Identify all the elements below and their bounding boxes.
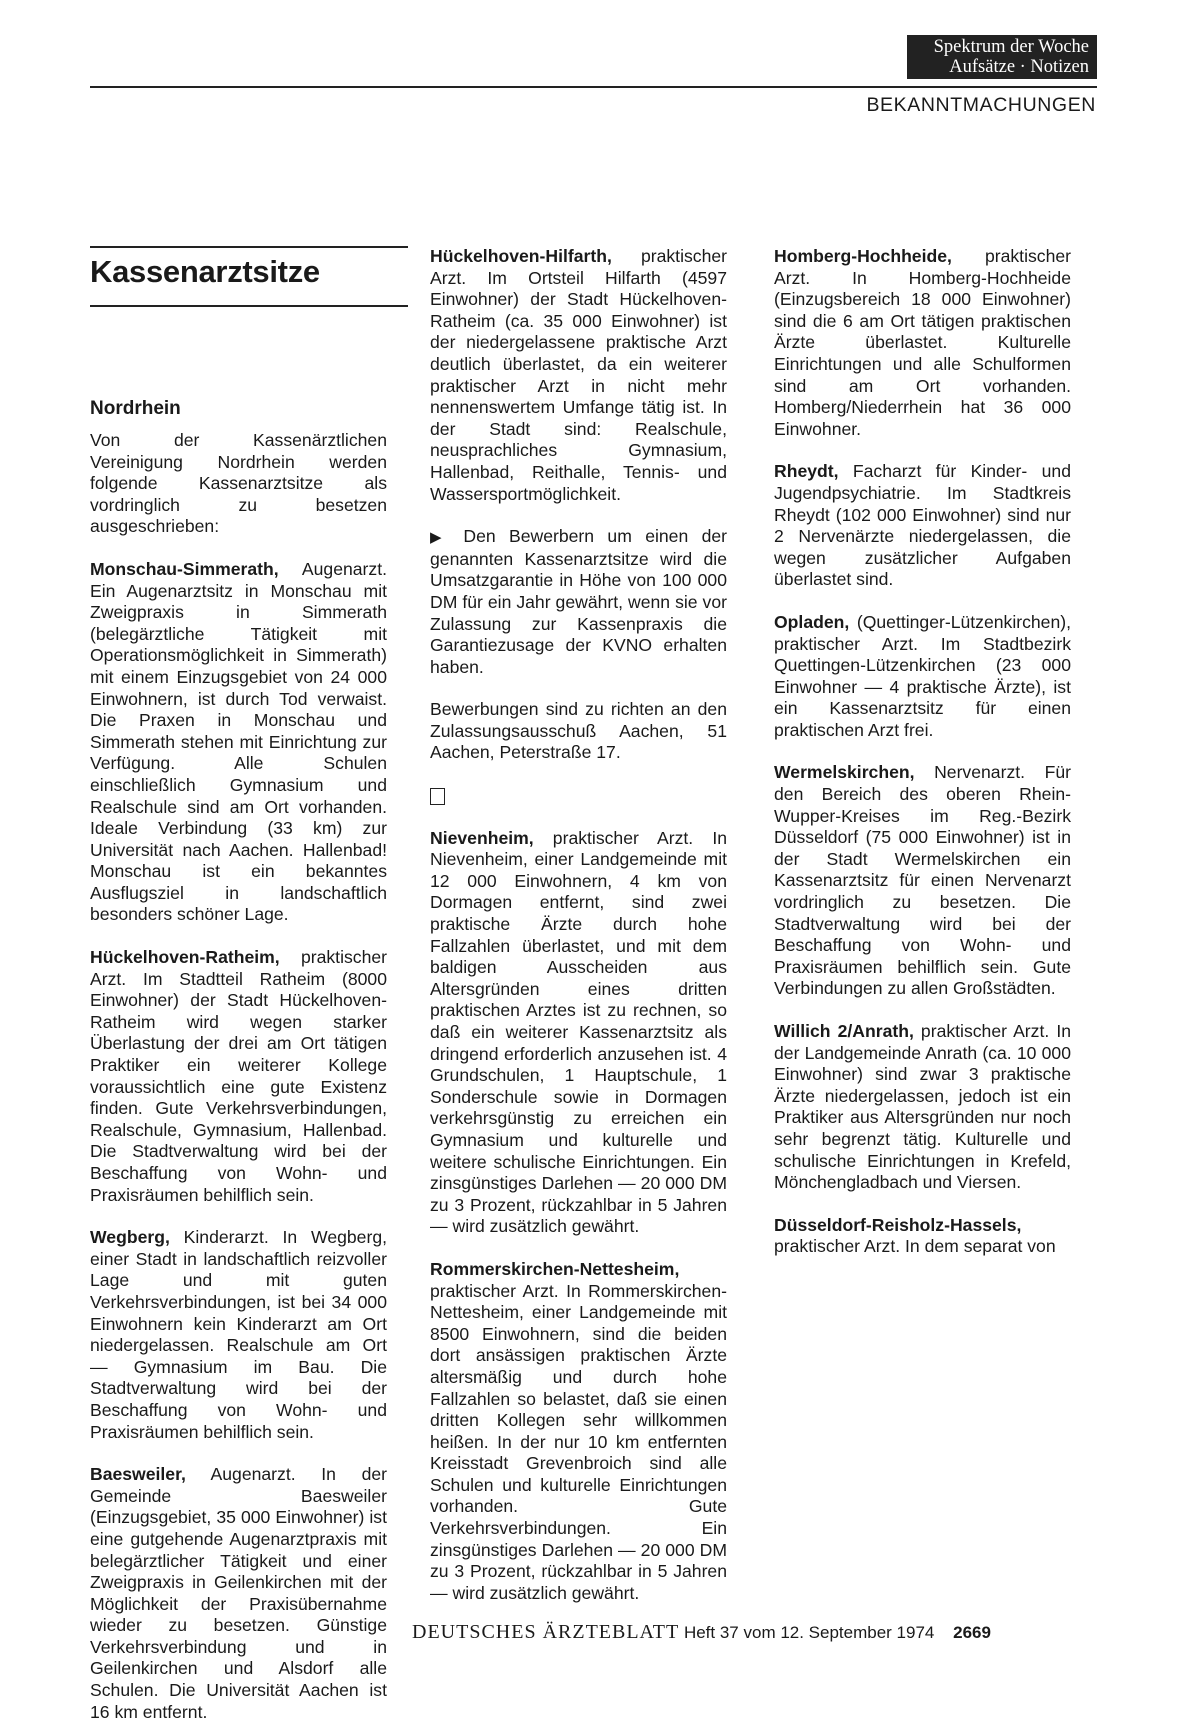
- entry-text: Nervenarzt. Für den Bereich des oberen Rhein-Wupper-Kreises im Reg.-Bezirk Düsseldorf (75 000 Einwohner) ist in der Stadt Wermelskirchen ein Kassenarztsitz für einen Nervenarzt vordringlich zu besetzen. Die Stadtverwaltung wird bei der Beschaffung von Wohn- und Praxisräumen behilflich sein. Gute Verbindungen zu allen Großstädten.: [774, 762, 1071, 999]
- badge-line-2: Aufsätze · Notizen: [949, 57, 1089, 77]
- entry-heading: Rheydt,: [774, 461, 839, 482]
- entry-text: praktischer Arzt. In der Landgemeinde Anrath (ca. 10 000 Einwohner) sind zwar 3 praktische Ärzte niedergelassen, jedoch ist ein Praktiker aus Altersgründen nur noch sehr begrenzt tätig. Kulturelle und schulische Einrichtungen in Krefeld, Mönchengladbach und Viersen.: [774, 1021, 1071, 1193]
- entry-paragraph: [90, 1464, 387, 1723]
- article-title: Kassenarztsitze: [90, 254, 320, 289]
- entry-paragraph: [430, 828, 727, 1238]
- entry-heading: Hückelhoven-Hilfarth,: [430, 246, 612, 266]
- square-end-icon: [430, 788, 445, 805]
- entry-paragraph: [430, 1259, 727, 1605]
- entry-text: praktischer Arzt. Im Stadtteil Ratheim (8000 Einwohner) der Stadt Hückelhoven-Ratheim wird wegen starker Überlastung der drei am Ort tätigen Praktiker ein weiterer Kollege voraussichtlich eine gute Existenz finden. Gute Verkehrsverbindungen, Realschule, Gymnasium, Hallenbad. Die Stadtverwaltung wird bei der Beschaffung von Wohn- und Praxisräumen behilflich sein.: [90, 947, 387, 1205]
- entry-text: Augenarzt. Ein Augenarztsitz in Monschau mit Zweigpraxis in Simmerath (belegärztliche Tätigkeit mit Operationsmöglichkeit in Simmerath) mit einem Einzugsgebiet von 24 000 Einwohnern, ist durch Tod verwaist. Die Praxen in Monschau und Simmerath stehen mit Einrichtung zur Verfügung. Alle Schulen einschließlich Gymnasium und Realschule sind am Ort vorhanden. Ideale Verbindung (33 km) zur Universität nach Aachen. Hallenbad! Monschau ist ein bekanntes Ausflugsziel in landschaftlich besonders schöner Lage.: [90, 558, 387, 925]
- entry-paragraph: [774, 1021, 1071, 1194]
- entry-paragraph: [90, 947, 387, 1206]
- entry-paragraph: [90, 1227, 387, 1443]
- entry-paragraph: [774, 762, 1071, 1000]
- application-paragraph: Bewerbungen sind zu richten an den Zulassungsausschuß Aachen, 51 Aachen, Peterstraße 17.: [430, 699, 727, 763]
- entry-text: (Quettinger-Lützenkirchen), praktischer Arzt. Im Stadtbezirk Quettingen-Lützenkirchen (23 000 Einwohner — 4 praktische Ärzte), ist ein Kassenarztsitz für einen praktischen Arzt frei.: [774, 611, 1071, 740]
- title-rule-bottom: [90, 305, 408, 307]
- entry-text: Kinderarzt. In Wegberg, einer Stadt in landschaftlich reizvoller Lage und mit guten Verkehrsverbindungen, ist bei 34 000 Einwohnern kein Kinderarzt am Ort niedergelassen. Realschule am Ort — Gymnasium im Bau. Die Stadtverwaltung wird bei der Beschaffung von Wohn- und Praxisräumen behilflich sein.: [90, 1227, 387, 1442]
- entry-heading: Monschau-Simmerath,: [90, 558, 279, 579]
- page-footer: [412, 1621, 1092, 1644]
- page-number: 2669: [953, 1623, 991, 1642]
- intro-paragraph: Von der Kassenärztlichen Vereinigung Nordrhein werden folgende Kassenarztsitze als vordringlich zu besetzen ausgeschrieben:: [90, 430, 387, 537]
- title-rule-top: [90, 246, 408, 248]
- entry-heading: Hückelhoven-Ratheim,: [90, 947, 280, 968]
- end-mark: [430, 785, 727, 807]
- entry-paragraph: [774, 246, 1071, 440]
- entry-paragraph: [90, 559, 387, 926]
- badge-line-1: Spektrum der Woche: [933, 37, 1089, 57]
- guarantee-paragraph: [430, 526, 727, 678]
- issue-info: Heft 37 vom 12. September 1974: [683, 1623, 935, 1642]
- entry-heading: Rommerskirchen-Nettesheim,: [430, 1258, 680, 1279]
- entry-heading: Wermelskirchen,: [774, 762, 915, 783]
- entry-text: praktischer Arzt. In Rommerskirchen-Nettesheim, einer Landgemeinde mit 8500 Einwohnern, sind die beiden dort ansässigen praktischen Ärzte altersmäßig und durch hohe Fallzahlen so belastet, daß sie einen dritten Kollegen sehr willkommen heißen. In der nur 10 km entfernten Kreisstadt Grevenbroich sind alle Schulen und kulturelle Einrichtungen vorhanden. Gute Verkehrsverbindungen. Ein zinsgünstiges Darlehen — 20 000 DM zu 3 Prozent, rückzahlbar in 5 Jahren — wird zusätzlich gewährt.: [430, 1280, 727, 1603]
- entry-paragraph: [430, 246, 727, 505]
- entry-text: praktischer Arzt. In Homberg-Hochheide (Einzugsbereich 18 000 Einwohner) sind die 6 am Ort tätigen praktischen Ärzte überlastet. Kulturelle Einrichtungen und alle Schulformen sind am Ort vorhanden. Homberg/Niederrhein hat 36 000 Einwohner.: [774, 246, 1071, 439]
- triangle-right-icon: ▶: [430, 529, 450, 547]
- guarantee-text: Den Bewerbern um einen der genannten Kassenarztsitze wird die Umsatzgarantie in Höhe von 100 000 DM für ein Jahr gewährt, wenn sie vor Zulassung zur Kassenpraxis die Garantiezusage der KVNO erhalten haben.: [430, 526, 728, 677]
- journal-name: DEUTSCHES ÄRZTEBLATT: [412, 1621, 680, 1643]
- section-label: BEKANNTMACHUNGEN: [866, 94, 1096, 116]
- entry-heading: Baesweiler,: [90, 1464, 186, 1485]
- entry-paragraph: [774, 612, 1071, 742]
- article-subtitle: Nordrhein: [90, 398, 181, 419]
- header-rule: [90, 86, 1097, 88]
- entry-heading: Homberg-Hochheide,: [774, 246, 952, 266]
- entry-text: praktischer Arzt. Im Ortsteil Hilfarth (4597 Einwohner) der Stadt Hückelhoven-Ratheim (ca. 35 000 Einwohner) ist der niedergelassene praktische Arzt deutlich überlastet, da ein weiterer praktischer Arzt in nicht mehr nennenswertem Umfange tätig ist. In der Stadt sind: Realschule, neusprachliches Gymnasium, Hallenbad, Reithalle, Tennis- und Wassersportmöglichkeit.: [430, 246, 727, 504]
- entry-heading: Nievenheim,: [430, 827, 534, 848]
- column-3: [774, 246, 1071, 1258]
- entry-heading: Opladen,: [774, 611, 850, 632]
- entry-text: praktischer Arzt. In Nievenheim, einer Landgemeinde mit 12 000 Einwohnern, 4 km von Dormagen entfernt, sind zwei praktische Ärzte durch hohe Fallzahlen überlastet, und mit dem baldigen Ausscheiden aus Altersgründen eines dritten praktischen Arztes ist zu rechnen, so daß ein weiterer Kassenarztsitz als dringend erforderlich anzusehen ist. 4 Grundschulen, 1 Hauptschule, 1 Sonderschule sowie in Dormagen verkehrsgünstig zu erreichen ein Gymnasium und kulturelle und weitere schulische Einrichtungen. Ein zinsgünstiges Darlehen — 20 000 DM zu 3 Prozent, rückzahlbar in 5 Jahren — wird zusätzlich gewährt.: [430, 827, 727, 1237]
- entry-text: Augenarzt. In der Gemeinde Baesweiler (Einzugsgebiet, 35 000 Einwohner) ist eine gutgehende Augenarztpraxis mit belegärztlicher Tätigkeit und einer Zweigpraxis in Geilenkirchen mit der Möglichkeit der Praxisübernahme wieder zu besetzen. Günstige Verkehrsverbindung und in Geilenkirchen und Alsdorf alle Schulen. Die Universität Aachen ist 16 km entfernt.: [90, 1464, 387, 1722]
- section-badge: [907, 35, 1097, 79]
- column-1: [90, 430, 387, 1723]
- entry-heading: Düsseldorf-Reisholz-Hassels,: [774, 1214, 1022, 1235]
- entry-heading: Wegberg,: [90, 1227, 170, 1248]
- entry-paragraph: [774, 461, 1071, 591]
- entry-heading: Willich 2/Anrath,: [774, 1021, 914, 1041]
- entry-text: Facharzt für Kinder- und Jugendpsychiatrie. Im Stadtkreis Rheydt (102 000 Einwohner) sind nur 2 Nervenärzte niedergelassen, die wegen zusätzlicher Aufgaben überlastet sind.: [774, 461, 1071, 590]
- entry-text: praktischer Arzt. In dem separat von: [774, 1236, 1056, 1257]
- entry-paragraph: [774, 1215, 1071, 1258]
- column-2: [430, 246, 727, 1604]
